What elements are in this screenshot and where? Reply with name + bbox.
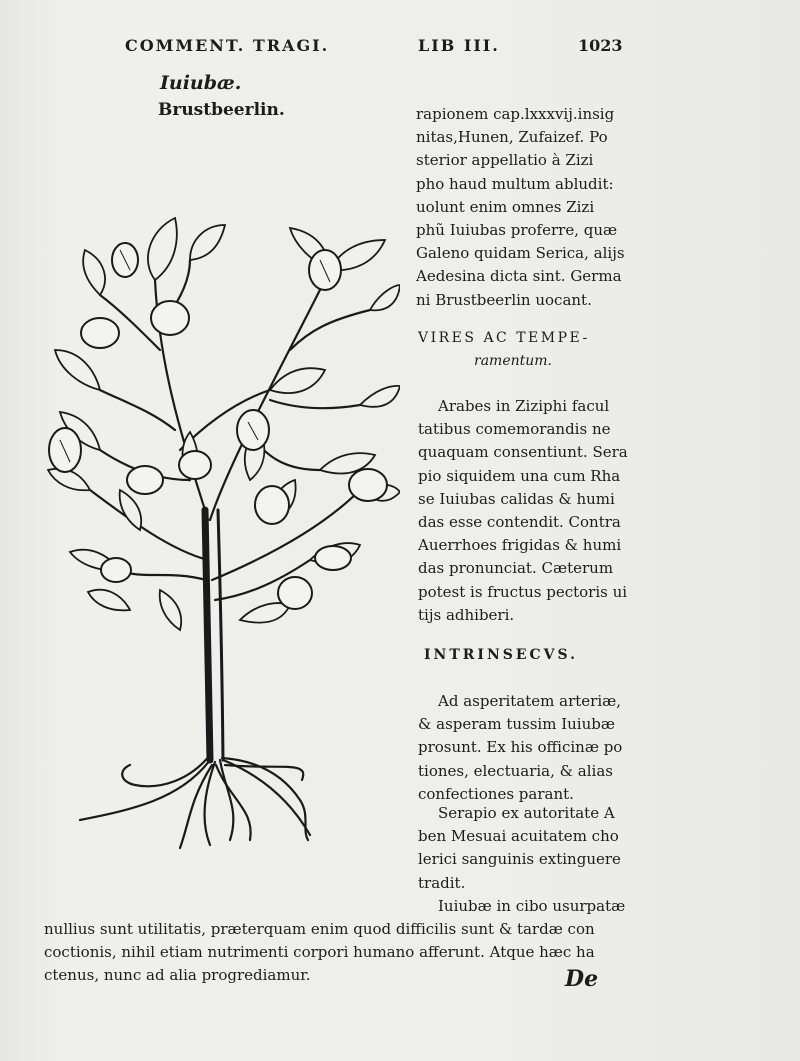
vires-paragraph (418, 395, 678, 627)
text-line: quaquam consentiunt. Sera (418, 443, 628, 462)
text-line: & asperam tussim Iuiubæ (418, 715, 615, 734)
text-line: Auerrhoes frigidas & humi (418, 536, 622, 555)
cibo-paragraph-full-width (44, 918, 654, 988)
text-line: Arabes in Ziziphi facul (438, 397, 610, 415)
text-line: tradit. (418, 873, 466, 892)
catchword: De (565, 966, 599, 992)
section-heading-vires-continued: ramentum. (474, 353, 552, 369)
text-line: confectiones parant. (418, 784, 574, 803)
text-line: nullius sunt utilitatis, præterquam enim quod difficilis sunt & tardæ con (44, 920, 595, 938)
plant-german-name: Brustbeerlin. (158, 100, 285, 120)
folio-number: 1023 (578, 36, 623, 55)
text-line: rapionem cap.lxxxvij.insig (416, 105, 615, 123)
text-line: prosunt. Ex his officinæ po (418, 738, 623, 757)
page-header (0, 36, 800, 60)
section-heading-vires: VIRES AC TEMPE- (418, 330, 590, 346)
text-line: potest is fructus pectoris ui (418, 582, 628, 601)
text-line: Ad asperitatem arteriæ, (438, 692, 622, 710)
cibo-paragraph-start (438, 895, 678, 918)
text-line: ctenus, nunc ad alia progrediamur. (44, 966, 311, 985)
text-line: se Iuiubas calidas & humi (418, 489, 615, 508)
text-line: pio siquidem una cum Rha (418, 466, 621, 485)
text-line: Iuiubæ in cibo usurpatæ (438, 897, 626, 915)
text-line: Serapio ex autoritate A (438, 804, 615, 822)
text-line: sterior appellatio à Zizi (416, 151, 594, 170)
text-line: Aedesina dicta sint. Germa (416, 267, 622, 286)
jujube-tree-woodcut-icon (40, 200, 400, 850)
text-line: ben Mesuai acuitatem cho (418, 827, 619, 846)
text-line: tatibus comemorandis ne (418, 420, 611, 439)
text-line: coctionis, nihil etiam nutrimenti corpori humano afferunt. Atque hæc ha (44, 943, 595, 962)
text-line: das pronunciat. Cæterum (418, 559, 614, 578)
text-line: das esse contendit. Contra (418, 513, 621, 532)
text-line: uolunt enim omnes Zizi (416, 197, 595, 216)
running-title-book: LIB III. (418, 36, 500, 55)
text-line: ni Brustbeerlin uocant. (416, 290, 592, 309)
text-line: lerici sanguinis extinguere (418, 850, 621, 869)
text-line: tijs adhiberi. (418, 605, 515, 624)
intrinsecus-paragraph (418, 690, 678, 806)
section-heading-intrinsecus: INTRINSECVS. (424, 647, 579, 663)
text-line: tiones, electuaria, & alias (418, 761, 613, 780)
running-title-left: COMMENT. TRAGI. (125, 36, 330, 55)
text-line: pho haud multum abludit: (416, 174, 614, 193)
text-line: Galeno quidam Serica, alijs (416, 244, 625, 263)
names-paragraph (416, 103, 656, 312)
text-line: phũ Iuiubas proferre, quæ (416, 221, 618, 240)
plant-latin-name: Iuiubæ. (160, 72, 242, 94)
serapio-paragraph (418, 802, 678, 895)
text-line: nitas,Hunen, Zufaizef. Po (416, 128, 608, 147)
